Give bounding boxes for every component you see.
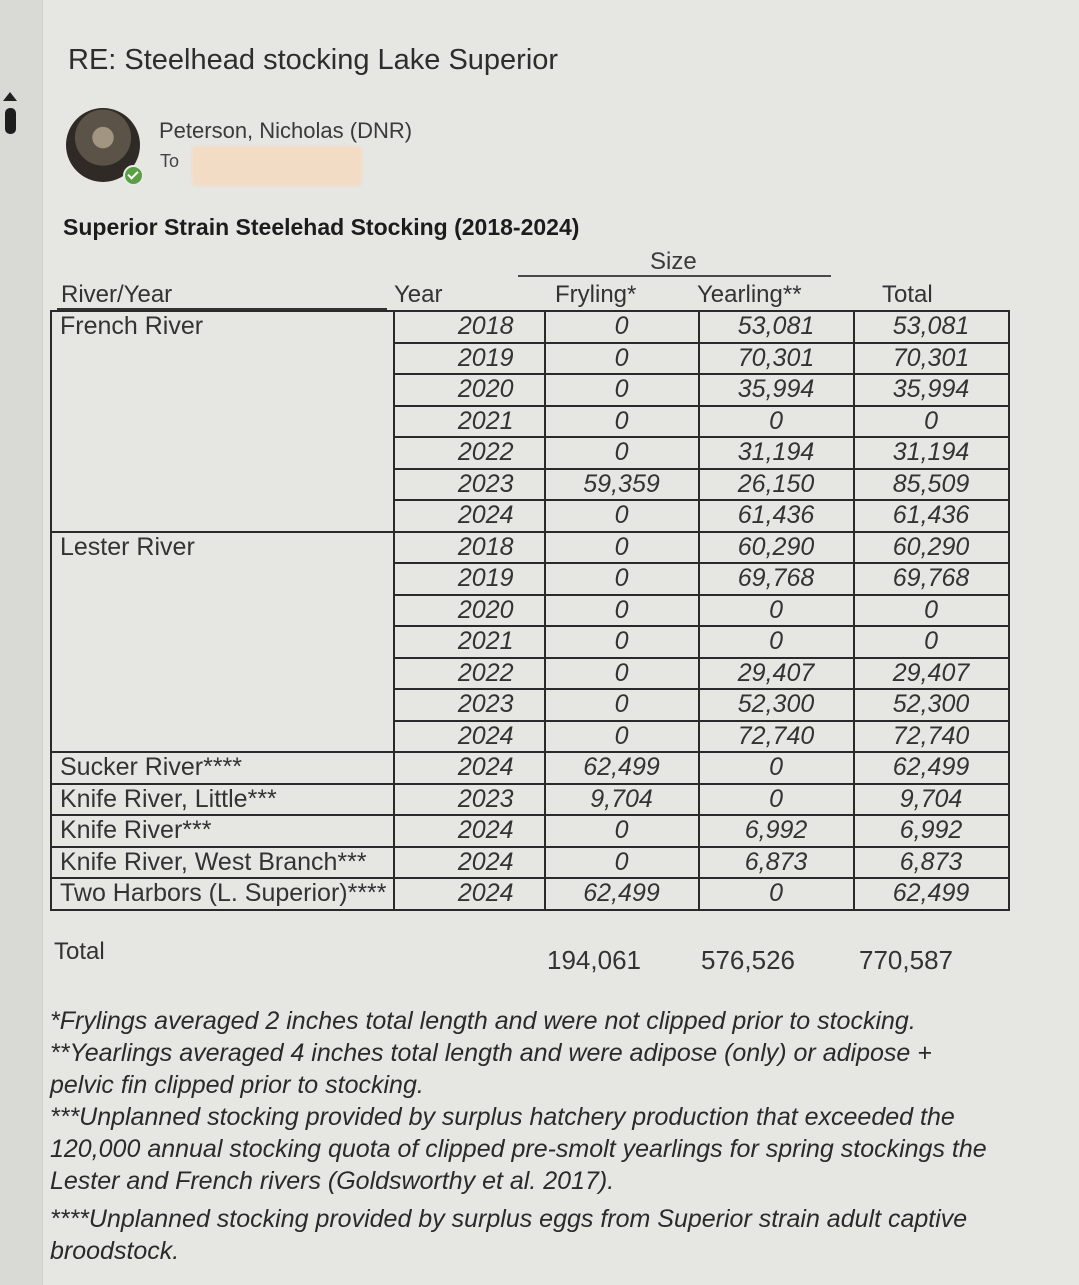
fryling-cell: 0 (545, 437, 699, 469)
total-yearling: 576,526 (701, 945, 795, 975)
total-overall: 770,587 (859, 945, 953, 975)
sender-name[interactable]: Peterson, Nicholas (DNR) (159, 118, 413, 143)
river-name: French River (51, 311, 394, 532)
footnotes (50, 1005, 1000, 1267)
scrollbar-thumb[interactable] (5, 108, 16, 134)
total-cell: 52,300 (854, 689, 1009, 721)
total-cell: 53,081 (854, 311, 1009, 343)
fryling-cell: 0 (545, 595, 699, 627)
yearling-cell: 72,740 (699, 721, 854, 753)
table-row (51, 878, 1009, 910)
header-total: Total (882, 281, 933, 308)
fryling-cell: 0 (545, 406, 699, 438)
year-cell: 2021 (394, 626, 545, 658)
presence-available-icon (123, 165, 144, 186)
total-cell: 6,873 (854, 847, 1009, 879)
total-cell: 29,407 (854, 658, 1009, 690)
fryling-cell: 0 (545, 689, 699, 721)
total-cell: 0 (854, 595, 1009, 627)
total-cell: 6,992 (854, 815, 1009, 847)
year-cell: 2018 (394, 532, 545, 564)
yearling-cell: 35,994 (699, 374, 854, 406)
yearling-cell: 29,407 (699, 658, 854, 690)
year-cell: 2024 (394, 878, 545, 910)
total-cell: 35,994 (854, 374, 1009, 406)
footnote-surplus-hatchery: ***Unplanned stocking provided by surplus hatchery production that exceeded the 120,000 annual stocking quota of clipped pre-smolt yearlings for spring stockings the Lester and French rivers (Goldsworthy et al. 2017). (50, 1103, 987, 1195)
yearling-cell: 0 (699, 752, 854, 784)
year-cell: 2024 (394, 752, 545, 784)
fryling-cell: 0 (545, 563, 699, 595)
table-row (51, 815, 1009, 847)
size-group-header: Size (650, 248, 697, 275)
scroll-up-arrow-icon[interactable] (3, 92, 17, 101)
stocking-table (50, 310, 1010, 911)
yearling-cell: 0 (699, 406, 854, 438)
yearling-cell: 6,873 (699, 847, 854, 879)
header-river: River/Year (61, 281, 173, 308)
table-row (51, 311, 1009, 343)
table-title: Superior Strain Steelehad Stocking (2018-2024) (63, 214, 580, 240)
fryling-cell: 0 (545, 374, 699, 406)
year-cell: 2020 (394, 595, 545, 627)
yearling-cell: 52,300 (699, 689, 854, 721)
fryling-cell: 62,499 (545, 752, 699, 784)
year-cell: 2023 (394, 689, 545, 721)
yearling-cell: 70,301 (699, 343, 854, 375)
fryling-cell: 0 (545, 626, 699, 658)
year-cell: 2019 (394, 343, 545, 375)
fryling-cell: 0 (545, 311, 699, 343)
year-cell: 2019 (394, 563, 545, 595)
table-row (51, 784, 1009, 816)
yearling-cell: 6,992 (699, 815, 854, 847)
fryling-cell: 0 (545, 658, 699, 690)
footnote-yearling: **Yearlings averaged 4 inches total length and were adipose (only) or adipose + pelvic fin clipped prior to stocking. (50, 1039, 932, 1099)
year-cell: 2024 (394, 721, 545, 753)
yearling-cell: 60,290 (699, 532, 854, 564)
footnote-surplus-eggs: ****Unplanned stocking provided by surplus eggs from Superior strain adult captive broodstock. (50, 1205, 968, 1265)
total-cell: 69,768 (854, 563, 1009, 595)
total-cell: 0 (854, 406, 1009, 438)
fryling-cell: 62,499 (545, 878, 699, 910)
total-cell: 62,499 (854, 752, 1009, 784)
fryling-cell: 0 (545, 815, 699, 847)
total-cell: 72,740 (854, 721, 1009, 753)
total-cell: 85,509 (854, 469, 1009, 501)
year-cell: 2022 (394, 437, 545, 469)
fryling-cell: 0 (545, 532, 699, 564)
table-row (51, 532, 1009, 564)
table-row (51, 847, 1009, 879)
river-name: Knife River, West Branch*** (51, 847, 394, 879)
total-cell: 70,301 (854, 343, 1009, 375)
year-cell: 2024 (394, 847, 545, 879)
yearling-cell: 69,768 (699, 563, 854, 595)
header-year: Year (394, 281, 443, 308)
yearling-cell: 31,194 (699, 437, 854, 469)
fryling-cell: 0 (545, 500, 699, 532)
fryling-cell: 0 (545, 847, 699, 879)
year-cell: 2024 (394, 815, 545, 847)
redacted-recipient (192, 146, 362, 186)
year-cell: 2018 (394, 311, 545, 343)
fryling-cell: 0 (545, 343, 699, 375)
total-cell: 9,704 (854, 784, 1009, 816)
header-yearling: Yearling** (697, 281, 802, 308)
river-name: Sucker River**** (51, 752, 394, 784)
yearling-cell: 0 (699, 626, 854, 658)
size-header-rule (518, 275, 831, 277)
river-name: Knife River*** (51, 815, 394, 847)
river-name: Knife River, Little*** (51, 784, 394, 816)
fryling-cell: 9,704 (545, 784, 699, 816)
table-row (51, 752, 1009, 784)
footnote-fryling: *Frylings averaged 2 inches total length and were not clipped prior to stocking. (50, 1007, 916, 1035)
yearling-cell: 26,150 (699, 469, 854, 501)
total-fryling: 194,061 (547, 945, 641, 975)
year-cell: 2021 (394, 406, 545, 438)
yearling-cell: 0 (699, 784, 854, 816)
header-fryling: Fryling* (555, 281, 637, 308)
recipient-label: To (160, 151, 180, 171)
fryling-cell: 0 (545, 721, 699, 753)
yearling-cell: 61,436 (699, 500, 854, 532)
total-cell: 61,436 (854, 500, 1009, 532)
total-cell: 60,290 (854, 532, 1009, 564)
total-cell: 0 (854, 626, 1009, 658)
total-cell: 31,194 (854, 437, 1009, 469)
year-cell: 2020 (394, 374, 545, 406)
year-cell: 2022 (394, 658, 545, 690)
year-cell: 2023 (394, 784, 545, 816)
window-edge (0, 0, 43, 1285)
year-cell: 2023 (394, 469, 545, 501)
totals-label: Total (54, 938, 105, 965)
fryling-cell: 59,359 (545, 469, 699, 501)
river-name: Lester River (51, 532, 394, 753)
total-cell: 62,499 (854, 878, 1009, 910)
year-cell: 2024 (394, 500, 545, 532)
yearling-cell: 0 (699, 595, 854, 627)
river-name: Two Harbors (L. Superior)**** (51, 878, 394, 910)
yearling-cell: 53,081 (699, 311, 854, 343)
email-subject: RE: Steelhead stocking Lake Superior (68, 44, 559, 76)
yearling-cell: 0 (699, 878, 854, 910)
